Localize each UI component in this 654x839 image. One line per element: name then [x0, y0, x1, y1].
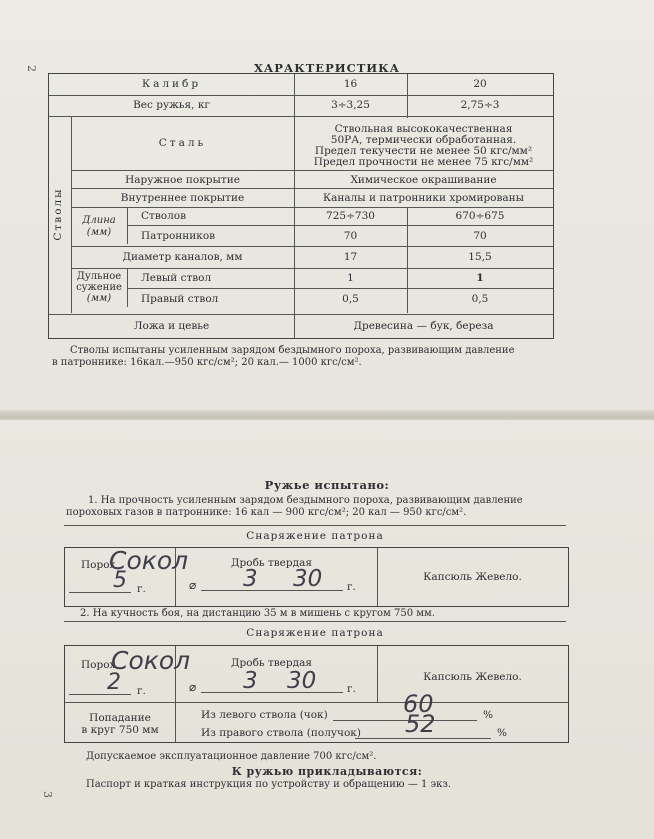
box-row-line: [65, 702, 568, 703]
row-line: [71, 188, 553, 189]
tested-heading: Ружье испытано:: [264, 478, 390, 492]
steel-value-3: Предел текучести не менее 50 кгс/мм²: [314, 145, 533, 157]
cartridge-label-2: Снаряжение патрона: [246, 627, 384, 639]
primer-label-2: Капсюль Жевело.: [423, 671, 522, 683]
weight-label: Вес ружья, кг: [133, 99, 210, 111]
barrels-length-16: 725÷730: [326, 210, 375, 222]
grams-unit: г.: [137, 685, 146, 697]
caliber-20: 20: [473, 78, 487, 90]
powder-hand-2: Сокол: [111, 646, 191, 675]
separator: [64, 621, 566, 622]
row-line: [49, 116, 553, 117]
cartridge-box-1: [64, 547, 569, 607]
right-hits-label: Из правого ствола (получок): [201, 727, 361, 739]
shot-diam-hand-2: 3: [243, 668, 258, 694]
tested-item2: 2. На кучность боя, на дистанцию 35 м в мишень с кругом 750 мм.: [80, 608, 435, 619]
choke-unit: (мм): [86, 293, 112, 304]
spec-table: [48, 73, 554, 339]
page-title: ХАРАКТЕРИСТИКА: [253, 61, 400, 75]
powder-grams-hand-2: 2: [107, 670, 121, 695]
row-line: [71, 207, 553, 208]
caliber-16: 16: [343, 78, 358, 90]
right-16: 0,5: [342, 293, 359, 305]
shot-weight-hand-1: 30: [293, 566, 323, 592]
powder-grams-hand-1: 5: [113, 568, 127, 593]
steel-label: Сталь: [158, 137, 207, 149]
percent-left: %: [483, 709, 493, 721]
shot-diam-hand-1: 3: [243, 566, 258, 592]
powder-label-1: Порох: [81, 559, 116, 571]
right-hits-hand: 52: [405, 710, 436, 738]
row-line: [71, 170, 553, 171]
steel-value-2: 50РА, термически обработанная.: [330, 134, 517, 146]
barrels-length-20: 670÷675: [455, 210, 505, 222]
shot-weight-hand-2: 30: [287, 668, 317, 694]
bore-20: 15,5: [468, 251, 492, 263]
bore-16: 17: [343, 251, 358, 263]
outer-coating-value: Химическое окрашивание: [350, 174, 497, 186]
left-hits-label: Из левого ствола (чок): [201, 709, 328, 721]
grams-unit: г.: [137, 583, 146, 595]
primer-label-1: Капсюль Жевело.: [423, 571, 522, 583]
left-16: 1: [347, 272, 354, 284]
barrels-length-label: Стволов: [141, 210, 186, 222]
row-line: [49, 95, 553, 96]
right-20: 0,5: [471, 293, 489, 305]
choke-label-1: Дульное: [76, 271, 122, 282]
powder-label-2: Порох: [81, 659, 116, 671]
chamber-label: Патронников: [141, 230, 216, 242]
attached-item: Паспорт и краткая инструкция по устройству и обращению — 1 экз.: [86, 779, 452, 790]
row-line: [127, 288, 553, 289]
proof-note-2: в патроннике: 16кал.—950 кгс/см²; 20 кал.— 1000 кгс/см².: [52, 357, 362, 368]
separator: [64, 525, 566, 526]
length-label: Длина: [82, 215, 116, 226]
caliber-label: Калибр: [141, 78, 202, 90]
weight-16: 3÷3,25: [331, 99, 370, 111]
bore-label: Диаметр каналов, мм: [122, 251, 243, 263]
left-hits-hand: 60: [403, 690, 434, 718]
length-unit: (мм): [86, 227, 112, 238]
page-number-bottom: 3: [41, 791, 54, 798]
proof-note-1: Стволы испытаны усиленным зарядом бездымного пороха, развивающим давление: [70, 345, 515, 356]
hits-label-1: Попадание: [89, 712, 151, 724]
stock-value: Древесина — бук, береза: [353, 320, 494, 332]
row-line: [71, 246, 553, 247]
inner-coating-label: Внутреннее покрытие: [120, 192, 245, 204]
left-20: 1: [476, 272, 484, 284]
grams-unit: г.: [347, 581, 356, 593]
diameter-symbol: ⌀: [189, 680, 197, 694]
left-barrel-label: Левый ствол: [141, 272, 212, 284]
shot-label-2: Дробь твердая: [231, 657, 312, 669]
steel-value-4: Предел прочности не менее 75 кгс/мм²: [313, 156, 534, 168]
choke-label-2: сужение: [76, 282, 122, 293]
chamber-20: 70: [473, 230, 487, 242]
inner-coating-value: Каналы и патронники хромированы: [322, 192, 525, 204]
steel-value-1: Ствольная высококачественная: [334, 123, 513, 135]
row-line: [49, 314, 553, 315]
row-line: [127, 225, 553, 226]
diameter-symbol: ⌀: [189, 578, 197, 592]
underline: [201, 692, 343, 693]
tested-item1-line1: 1. На прочность усиленным зарядом бездымного пороха, развивающим давление: [88, 495, 523, 506]
hits-label-2: в круг 750 мм: [81, 724, 159, 736]
underline: [355, 738, 491, 739]
cartridge-box-2: [64, 645, 569, 743]
weight-20: 2,75÷3: [460, 99, 500, 111]
underline: [69, 592, 131, 593]
row-line: [71, 268, 553, 269]
shot-label-1: Дробь твердая: [231, 557, 312, 569]
page-number-top: 2: [25, 65, 38, 72]
powder-hand-1: Сокол: [109, 546, 189, 575]
stock-label: Ложа и цевье: [133, 320, 210, 332]
percent-right: %: [497, 727, 507, 739]
cartridge-label-1: Снаряжение патрона: [246, 530, 384, 542]
permissible-pressure: Допускаемое эксплуатационное давление 700 кгс/см².: [86, 751, 377, 762]
right-barrel-label: Правый ствол: [141, 293, 219, 305]
underline: [69, 694, 131, 695]
underline: [201, 590, 343, 591]
tested-item1-line2: пороховых газов в патроннике: 16 кал — 900 кгс/см²; 20 кал — 950 кгс/см².: [66, 507, 467, 518]
attached-heading: К ружью прикладываются:: [231, 765, 423, 778]
barrels-label: Стволы: [52, 187, 64, 241]
grams-unit: г.: [347, 683, 356, 695]
outer-coating-label: Наружное покрытие: [125, 174, 240, 186]
chamber-16: 70: [343, 230, 358, 242]
